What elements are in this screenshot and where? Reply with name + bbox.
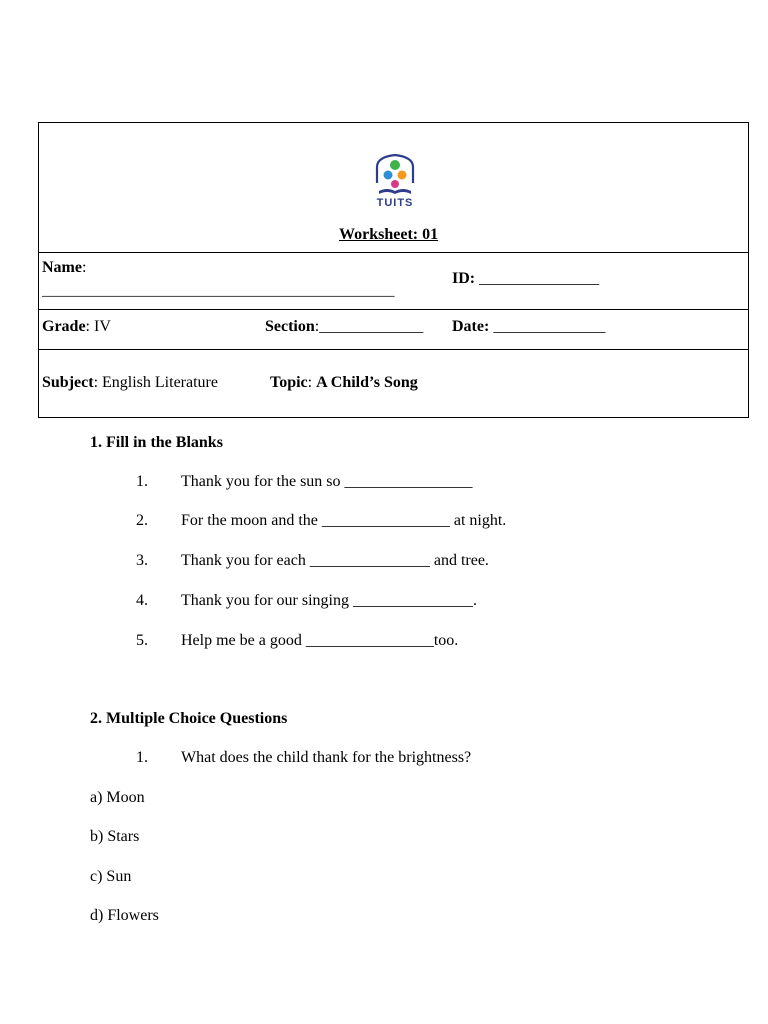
name-label: Name xyxy=(42,259,82,276)
topic-colon: : xyxy=(307,374,317,391)
list-item: Thank you for each _______________ and tree. xyxy=(181,552,489,569)
name-field xyxy=(42,259,86,277)
grade-field xyxy=(42,318,111,336)
list-item: Help me be a good ________________too. xyxy=(181,632,459,649)
list-item: Thank you for the sun so ________________ xyxy=(181,473,473,490)
id-label: ID: xyxy=(452,270,476,287)
subject-label: Subject xyxy=(42,374,94,391)
list-item-number: 4. xyxy=(136,592,148,609)
list-item-number: 1. xyxy=(136,473,148,490)
worksheet-title: Worksheet: 01 xyxy=(339,226,439,243)
id-line: _______________ xyxy=(479,270,600,287)
name-line: _______________________________________________ xyxy=(42,283,395,299)
option-b: b) Stars xyxy=(90,828,140,845)
topic-field xyxy=(270,374,418,392)
date-line: ______________ xyxy=(493,318,606,335)
section1-title: 1. Fill in the Blanks xyxy=(90,434,223,451)
question-number: 1. xyxy=(136,749,148,766)
list-item: For the moon and the ________________ at night. xyxy=(181,512,507,529)
id-field xyxy=(452,270,599,288)
logo-wordmark: TUITS xyxy=(376,197,414,209)
section-value: :_____________ xyxy=(314,318,424,335)
list-item-number: 3. xyxy=(136,552,148,569)
subject-field xyxy=(42,374,218,392)
section-label: Section xyxy=(265,318,315,335)
section2-title: 2. Multiple Choice Questions xyxy=(90,710,288,727)
divider xyxy=(38,252,749,253)
tuits-logo xyxy=(373,153,417,209)
list-item: Thank you for our singing _______________. xyxy=(181,592,477,609)
grade-value: : IV xyxy=(85,318,111,335)
option-a: a) Moon xyxy=(90,789,145,806)
list-item-number: 2. xyxy=(136,512,148,529)
list-item-number: 5. xyxy=(136,632,148,649)
subject-value: : English Literature xyxy=(93,374,218,391)
date-field xyxy=(452,318,605,336)
topic-label: Topic xyxy=(270,374,308,391)
date-label: Date: xyxy=(452,318,490,335)
option-d: d) Flowers xyxy=(90,907,159,924)
grade-label: Grade xyxy=(42,318,86,335)
name-colon: : xyxy=(81,259,87,276)
question-text: What does the child thank for the brightness? xyxy=(181,749,472,766)
section-field xyxy=(265,318,423,336)
topic-value: A Child’s Song xyxy=(316,374,418,391)
divider xyxy=(38,309,749,310)
divider xyxy=(38,349,749,350)
option-c: c) Sun xyxy=(90,868,132,885)
